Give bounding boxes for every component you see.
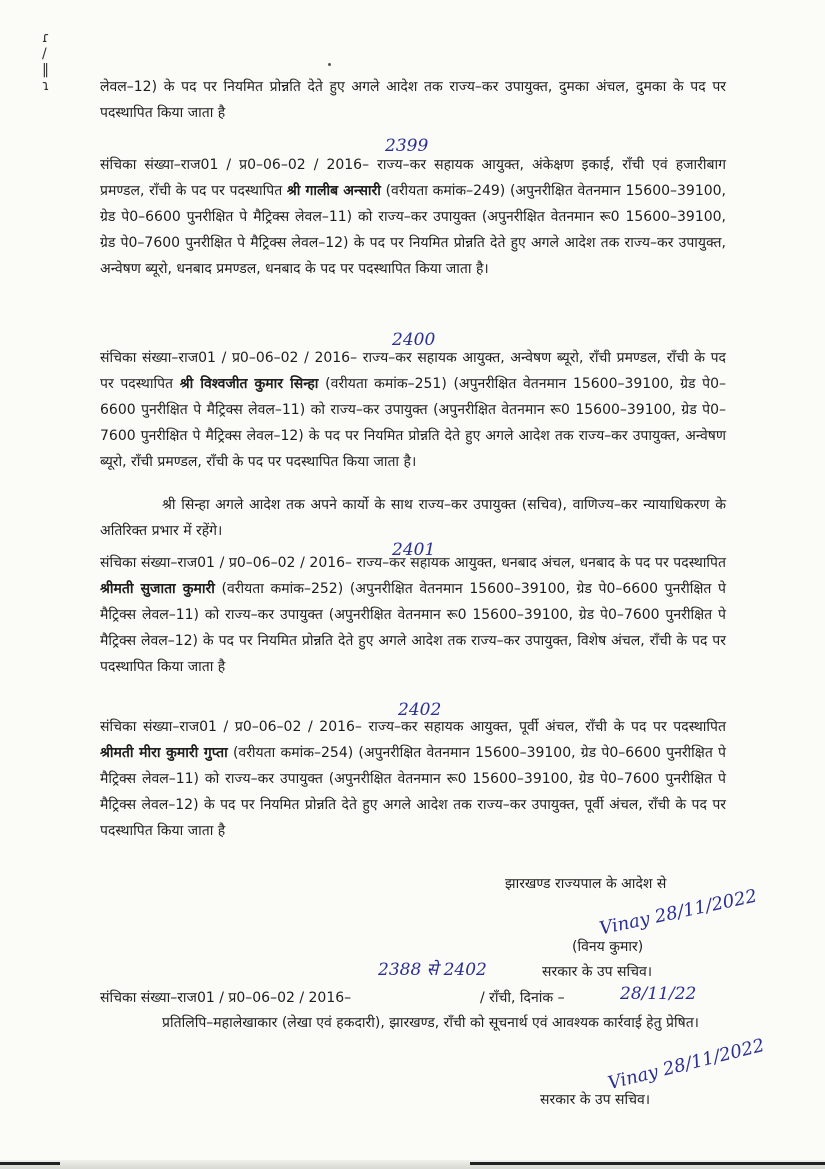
paragraph-order-3 bbox=[100, 550, 726, 680]
handwritten-number-2400: 2400 bbox=[392, 330, 436, 350]
signatory-designation: सरकार के उप सचिव। bbox=[542, 964, 653, 980]
paragraph-3-pre: संचिका संख्या–राज01 / प्र0–06–02 / 2016– राज्य–कर सहायक आयुक्त, धनबाद अंचल, धनबाद के पद पर पदस्थापित bbox=[100, 555, 726, 571]
paragraph-order-1 bbox=[100, 152, 726, 282]
speck bbox=[328, 63, 331, 66]
handwritten-number-2401: 2401 bbox=[392, 540, 436, 560]
paragraph-4-post: (वरीयता कमांक–254) (अपुनरीक्षित वेतनमान 15600–39100, ग्रेड पे0–6600 पुनरीक्षित पे मैट्रिक्स लेवल–11) को राज्य–कर उपायुक्त (अपुनरीक्षित वेतनमान रू0 15600–39100, ग्रेड पे0–7600 पुनरीक्षित पे मैट्रिक्स लेवल–12) के पद पर नियमित प्रोन्नति देते हुए अगले आदेश तक राज्य–कर उपायुक्त, पूर्वी अंचल, राँची के पद पर पदस्थापित किया जाता है bbox=[100, 745, 727, 839]
paragraph-4-pre: संचिका संख्या–राज01 / प्र0–06–02 / 2016– राज्य–कर सहायक आयुक्त, पूर्वी अंचल, राँची के पद पर पदस्थापित bbox=[100, 719, 726, 735]
officer-name-3: श्रीमती सुजाता कुमारी bbox=[100, 581, 215, 597]
handwritten-number-2399: 2399 bbox=[385, 136, 429, 156]
handwritten-memo-date: 28/11/22 bbox=[620, 984, 697, 1004]
bottom-rule-left bbox=[0, 1162, 60, 1165]
copy-to-text: प्रतिलिपि–महालेखाकार (लेखा एवं हकदारी), झारखण्ड, राँची को सूचनार्थ एवं आवश्यक कार्रवाई हेतु प्रेषित। bbox=[162, 1015, 699, 1031]
paragraph-additional-charge bbox=[100, 492, 726, 544]
handwritten-memo-range: 2388 से 2402 bbox=[378, 960, 487, 980]
paragraph-2-pre: संचिका संख्या–राज01 / प्र0–06–02 / 2016– राज्य–कर सहायक आयुक्त, अन्वेषण ब्यूरो, राँची प्रमण्डल, राँची के पद पर पदस्थापित bbox=[100, 350, 726, 392]
paragraph-1-pre: संचिका संख्या–राज01 / प्र0–06–02 / 2016– राज्य–कर सहायक आयुक्त, अंकेक्षण इकाई, राँची एवं हजारीबाग प्रमण्डल, राँची के पद पर पदस्थापित bbox=[100, 157, 726, 199]
officer-name-2: श्री विश्वजीत कुमार सिन्हा bbox=[179, 376, 319, 392]
memo-file-number: संचिका संख्या–राज01 / प्र0–06–02 / 2016– bbox=[100, 990, 352, 1006]
additional-charge-text: श्री सिन्हा अगले आदेश तक अपने कार्यो के साथ राज्य–कर उपायुक्त (सचिव), वाणिज्य–कर न्यायाधिकरण के अतिरिक्त प्रभार में रहेंगे। bbox=[100, 497, 726, 539]
paragraph-1-post: (वरीयता कमांक–249) (अपुनरीक्षित वेतनमान 15600–39100, ग्रेड पे0–6600 पुनरीक्षित पे मैट्रिक्स लेवल–11) को राज्य–कर उपायुक्त (अपुनरीक्षित वेतनमान रू0 15600–39100, ग्रेड पे0–7600 पुनरीक्षित पे मैट्रिक्स लेवल–12) के पद पर नियमित प्रोन्नति देते हुए अगले आदेश तक राज्य–कर उपायुक्त, अन्वेषण ब्यूरो, धनबाद प्रमण्डल, धनबाद के पद पर पदस्थापित किया जाता है। bbox=[100, 183, 727, 277]
signature-2: Vinay 28/11/2022 bbox=[605, 1034, 767, 1095]
paragraph-3-post: (वरीयता कमांक–252) (अपुनरीक्षित वेतनमान 15600–39100, ग्रेड पे0–6600 पुनरीक्षित पे मैट्रिक्स लेवल–11) को राज्य–कर उपायुक्त (अपुनरीक्षित वेतनमान रू0 15600–39100, ग्रेड पे0–7600 पुनरीक्षित पे मैट्रिक्स लेवल–12) के पद पर नियमित प्रोन्नति देते हुए अगले आदेश तक राज्य–कर उपायुक्त, विशेष अंचल, राँची के पद पर पदस्थापित किया जाता है bbox=[100, 581, 726, 675]
order-of-governor: झारखण्ड राज्यपाल के आदेश से bbox=[505, 876, 667, 892]
officer-name-4: श्रीमती मीरा कुमारी गुप्ता bbox=[100, 745, 228, 761]
paragraph-intro-text: लेवल–12) के पद पर नियमित प्रोन्नति देते हुए अगले आदेश तक राज्य–कर उपायुक्त, दुमका अंचल, दुमका के पद पर पदस्थापित किया जाता है bbox=[100, 79, 726, 121]
paragraph-intro bbox=[100, 74, 726, 126]
handwritten-number-2402: 2402 bbox=[398, 700, 442, 720]
bottom-rule-right bbox=[470, 1162, 825, 1165]
paragraph-order-2 bbox=[100, 345, 726, 475]
memo-place-date: / राँची, दिनांक – bbox=[480, 990, 565, 1006]
paragraph-copy-to bbox=[100, 1011, 726, 1035]
memo-designation: सरकार के उप सचिव। bbox=[540, 1092, 651, 1108]
margin-mark: ɾ / ‖ ɿ bbox=[42, 30, 50, 94]
signatory-name: (विनय कुमार) bbox=[572, 939, 644, 955]
paragraph-order-4 bbox=[100, 714, 726, 844]
officer-name-1: श्री गालीब अन्सारी bbox=[286, 183, 381, 199]
paragraph-2-post: (वरीयता कमांक–251) (अपुनरीक्षित वेतनमान 15600–39100, ग्रेड पे0–6600 पुनरीक्षित पे मैट्रिक्स लेवल–11) को राज्य–कर उपायुक्त (अपुनरीक्षित वेतनमान रू0 15600–39100, ग्रेड पे0–7600 पुनरीक्षित पे मैट्रिक्स लेवल–12) के पद पर नियमित प्रोन्नति देते हुए अगले आदेश तक राज्य–कर उपायुक्त, अन्वेषण ब्यूरो, राँची प्रमण्डल, राँची के पद पर पदस्थापित किया जाता है। bbox=[100, 376, 727, 470]
signature-1: Vinay 28/11/2022 bbox=[597, 885, 759, 940]
